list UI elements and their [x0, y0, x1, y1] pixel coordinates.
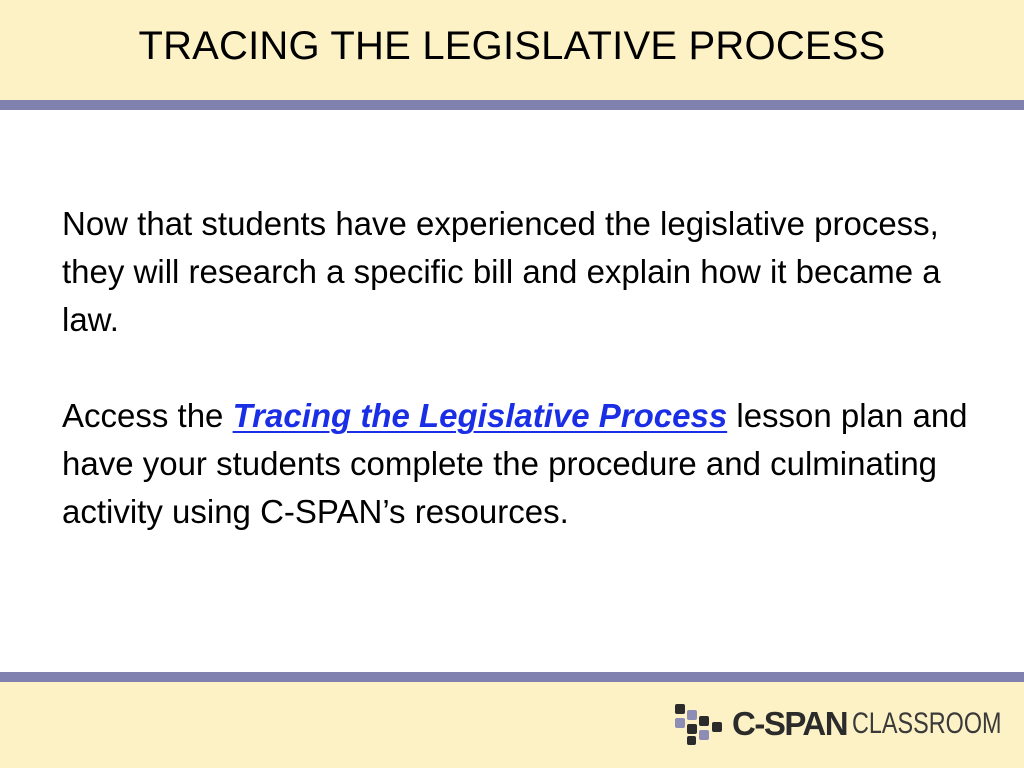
slide-title: TRACING THE LEGISLATIVE PROCESS — [138, 24, 886, 68]
cspan-logo-dots-icon — [672, 702, 728, 746]
slide-body — [62, 200, 982, 536]
intro-paragraph: Now that students have experienced the legislative process, they will research a specific bill and explain how it became a law. — [62, 205, 941, 338]
access-paragraph — [62, 392, 982, 536]
lesson-plan-link[interactable]: Tracing the Legislative Process — [232, 397, 728, 434]
footer-divider — [0, 672, 1024, 682]
logo-sub-text: CLASSROOM — [852, 707, 1002, 740]
access-prefix: Access the — [62, 397, 233, 434]
header-bar — [0, 0, 1024, 100]
cspan-classroom-logo — [672, 702, 1024, 746]
access-suffix: lesson plan and have your students complete the procedure and culminating activity using C-SPAN’s resources. — [62, 397, 968, 530]
logo-brand-text: C-SPAN — [732, 705, 848, 742]
header-divider — [0, 100, 1024, 110]
